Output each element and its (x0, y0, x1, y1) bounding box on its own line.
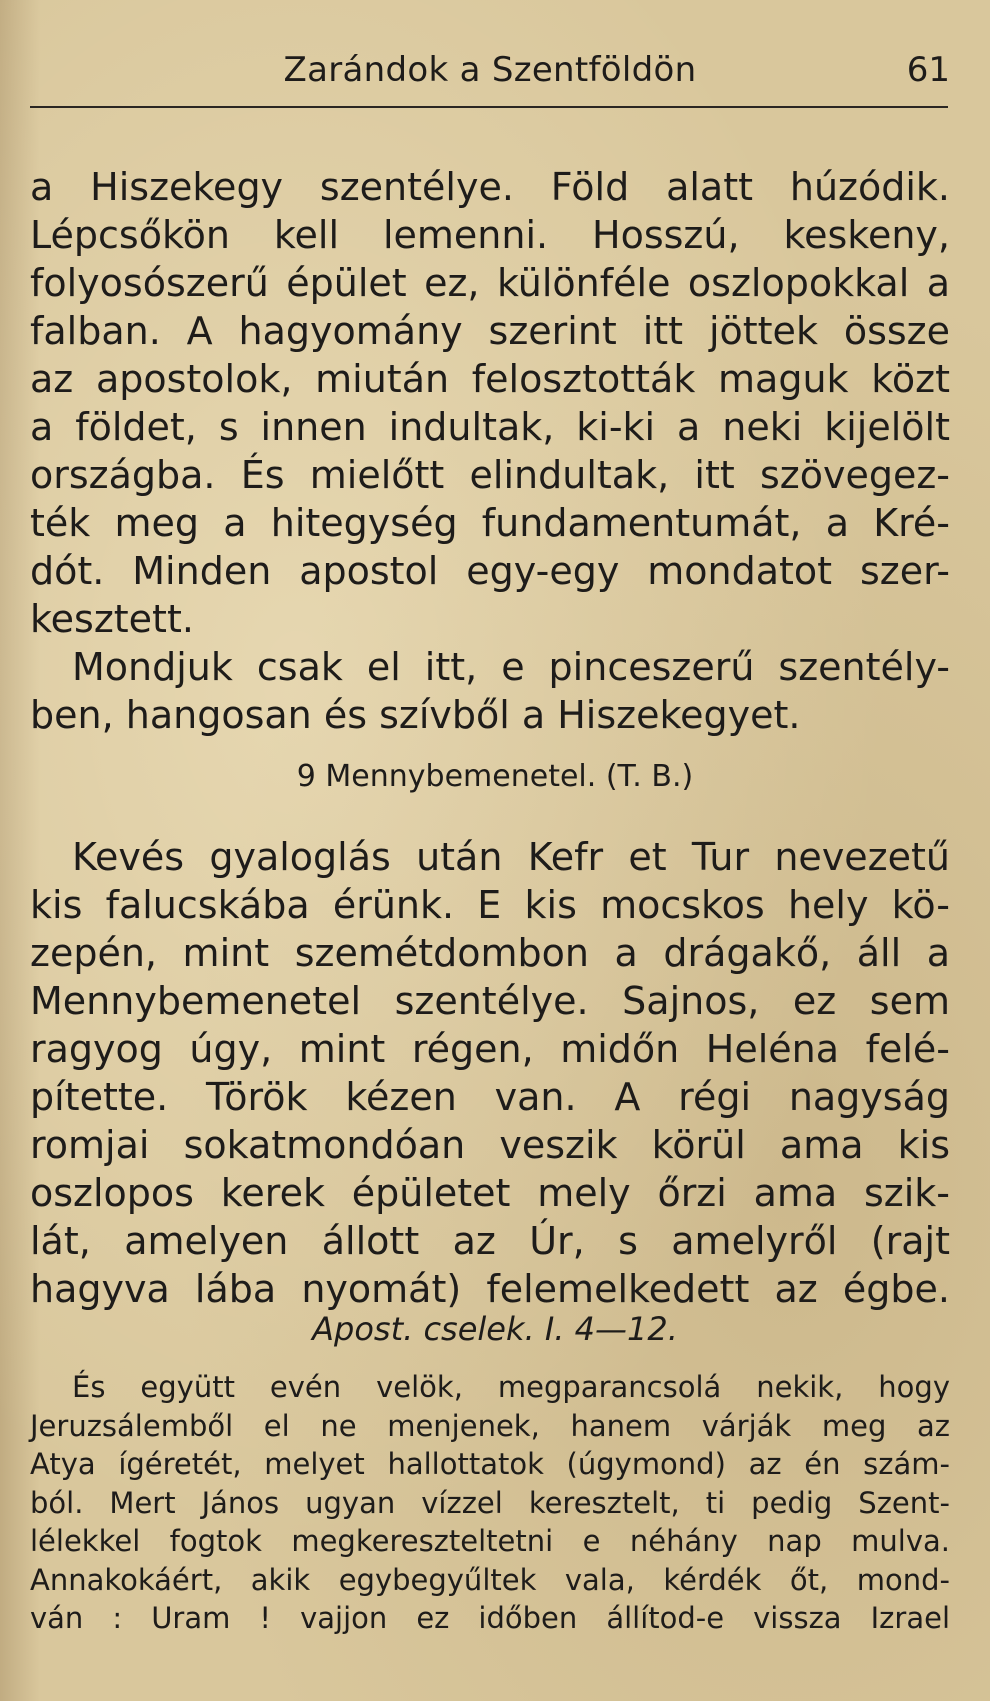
text-line: dót. Minden apostol egy-egy mondatot szer- (30, 549, 950, 593)
text-line: hagyva lába nyomát) felemelkedett az égbe. (30, 1267, 950, 1311)
text-line: folyosószerű épület ez, különféle oszlopokkal a (30, 261, 950, 305)
text-line: a földet, s innen indultak, ki-ki a neki kijelölt (30, 405, 950, 449)
text-line: És együtt evén velök, megparancsolá nekik, hogy (72, 1370, 950, 1404)
text-line: lélekkel fogtok megkereszteltetni e néhány nap mulva. (30, 1524, 950, 1558)
text-line: országba. És mielőtt elindultak, itt szövegez- (30, 453, 950, 497)
text-line: az apostolok, miután felosztották maguk közt (30, 357, 950, 401)
text-line: Atya ígéretét, melyet hallottatok (úgymond) az én szám- (30, 1447, 950, 1481)
text-line: zepén, mint szemétdombon a drágakő, áll a (30, 931, 950, 975)
text-line: Annakokáért, akik egybegyűltek vala, kérdék őt, mond- (30, 1562, 950, 1597)
text-line: falban. A hagyomány szerint itt jöttek össze (30, 309, 950, 353)
text-line: a Hiszekegy szentélye. Föld alatt húzódik. (30, 165, 950, 209)
paragraph-hiszekegy (30, 163, 950, 739)
text-line: Mondjuk csak el itt, e pinceszerű szentély- (72, 645, 950, 689)
paragraph-mennybemenetel (30, 833, 950, 1313)
text-line: romjai sokatmondóan veszik körül ama kis (30, 1123, 950, 1167)
text-line: Jeruzsálemből el ne menjenek, hanem várják meg az (30, 1408, 950, 1443)
section-heading: 9 Mennybemenetel. (T. B.) (296, 759, 694, 794)
text-line: ván : Uram ! vajjon ez időben állítod-e vissza Izrael (30, 1601, 950, 1635)
text-line: Mennybemenetel szentélye. Sajnos, ez sem (30, 979, 950, 1023)
scripture-quote (30, 1368, 950, 1638)
text-line: pítette. Török kézen van. A régi nagyság (30, 1075, 950, 1119)
text-line: ték meg a hitegység fundamentumát, a Kré- (30, 501, 950, 545)
text-line: Lépcsőkön kell lemenni. Hosszú, keskeny, (30, 213, 950, 257)
text-line: oszlopos kerek épületet mely őrzi ama szik- (30, 1171, 950, 1215)
text-line: kesztett. (30, 597, 194, 641)
text-line: ben, hangosan és szívből a Hiszekegyet. (30, 693, 801, 737)
text-line: lát, amelyen állott az Úr, s amelyről (rajt (30, 1219, 950, 1263)
text-line: Kevés gyaloglás után Kefr et Tur nevezetű (72, 835, 950, 879)
text-line: ragyog úgy, mint régen, midőn Heléna felé- (30, 1027, 950, 1071)
running-title: Zarándok a Szentföldön (283, 50, 697, 90)
header-rule (30, 106, 948, 108)
scripture-citation: Apost. cselek. I. 4—12. (312, 1310, 678, 1348)
running-head (30, 50, 950, 100)
text-line: kis falucskába érünk. E kis mocskos hely kö- (30, 883, 950, 927)
text-line: ból. Mert János ugyan vízzel keresztelt, ti pedig Szent- (30, 1485, 950, 1520)
page-number: 61 (906, 50, 950, 90)
